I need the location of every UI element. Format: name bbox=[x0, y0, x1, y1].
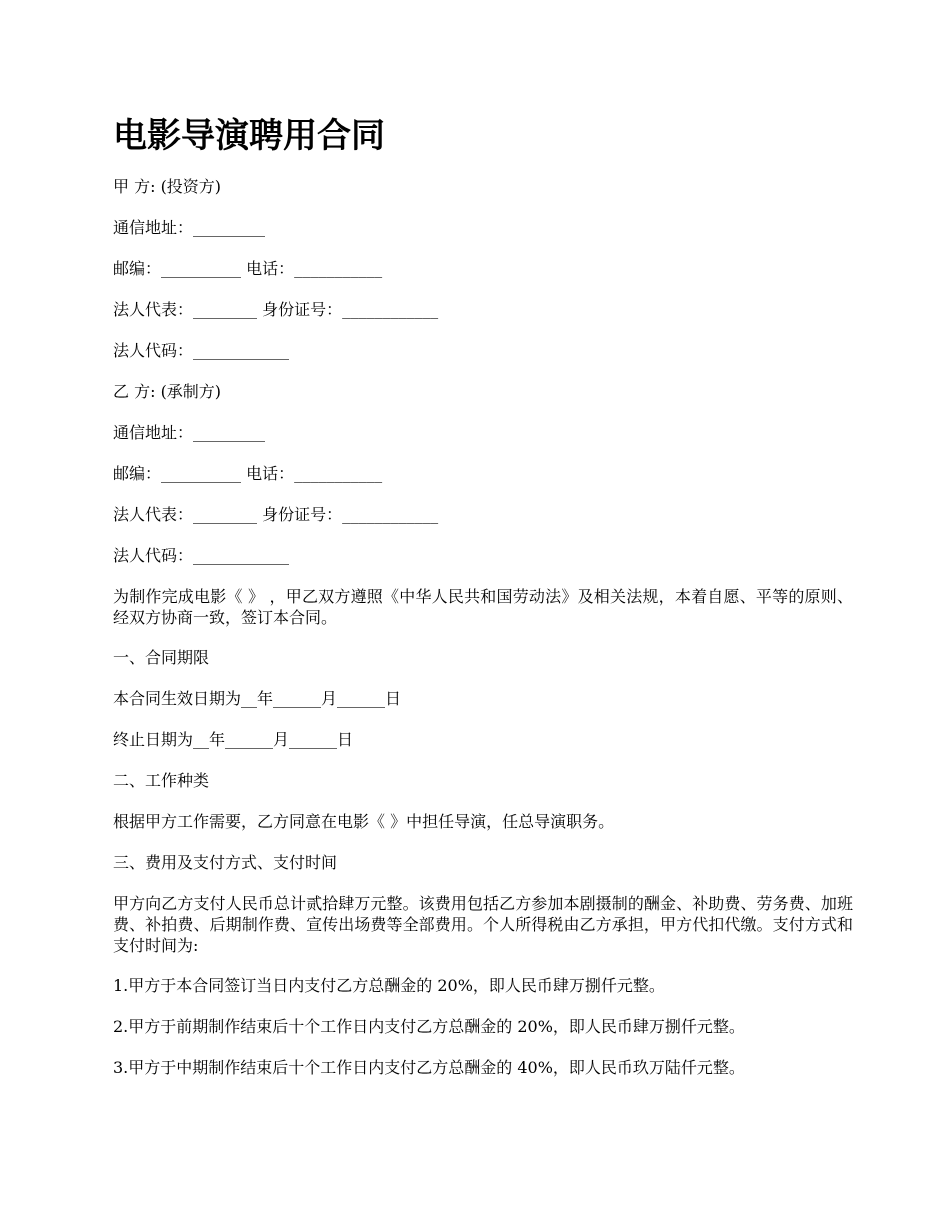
preamble-paragraph: 为制作完成电影《 》 ，甲乙双方遵照《中华人民共和国劳动法》及相关法规，本着自愿、平等的原则、经双方协商一致，签订本合同。 bbox=[113, 587, 853, 627]
document-page bbox=[113, 112, 853, 1098]
party-b-legal-code: 法人代码：____________ bbox=[113, 546, 290, 565]
section-heading-work-type: 二、工作种类 bbox=[113, 771, 210, 790]
document-title: 电影导演聘用合同 bbox=[113, 116, 385, 156]
effective-date: 本合同生效日期为__年______月______日 bbox=[113, 689, 402, 708]
section-heading-payment: 三、费用及支付方式、支付时间 bbox=[113, 853, 338, 872]
party-a-legal-code: 法人代码：____________ bbox=[113, 341, 290, 360]
termination-date: 终止日期为__年______月______日 bbox=[113, 730, 354, 749]
payment-item-1: 1.甲方于本合同签订当日内支付乙方总酬金的 20%，即人民币肆万捌仟元整。 bbox=[113, 976, 665, 995]
party-b-legal-rep: 法人代表：________ 身份证号：____________ bbox=[113, 505, 439, 524]
payment-item-3: 3.甲方于中期制作结束后十个工作日内支付乙方总酬金的 40%，即人民币玖万陆仟元整。 bbox=[113, 1058, 745, 1077]
party-a-label: 甲 方: (投资方) bbox=[113, 177, 222, 196]
party-b-label: 乙 方: (承制方) bbox=[113, 382, 222, 401]
party-a-postcode-phone: 邮编：__________ 电话：___________ bbox=[113, 259, 383, 278]
party-a-address: 通信地址：_________ bbox=[113, 218, 266, 237]
section-heading-term: 一、合同期限 bbox=[113, 648, 210, 667]
party-b-postcode-phone: 邮编：__________ 电话：___________ bbox=[113, 464, 383, 483]
party-a-legal-rep: 法人代表：________ 身份证号：____________ bbox=[113, 300, 439, 319]
payment-paragraph: 甲方向乙方支付人民币总计贰拾肆万元整。该费用包括乙方参加本剧摄制的酬金、补助费、劳务费、加班费、补拍费、后期制作费、宣传出场费等全部费用。个人所得税由乙方承担，甲方代扣代缴。支付方式和支付时间为: bbox=[113, 894, 853, 955]
party-b-address: 通信地址：_________ bbox=[113, 423, 266, 442]
payment-item-2: 2.甲方于前期制作结束后十个工作日内支付乙方总酬金的 20%，即人民币肆万捌仟元整。 bbox=[113, 1017, 745, 1036]
work-type-paragraph: 根据甲方工作需要，乙方同意在电影《 》中担任导演，任总导演职务。 bbox=[113, 812, 615, 831]
